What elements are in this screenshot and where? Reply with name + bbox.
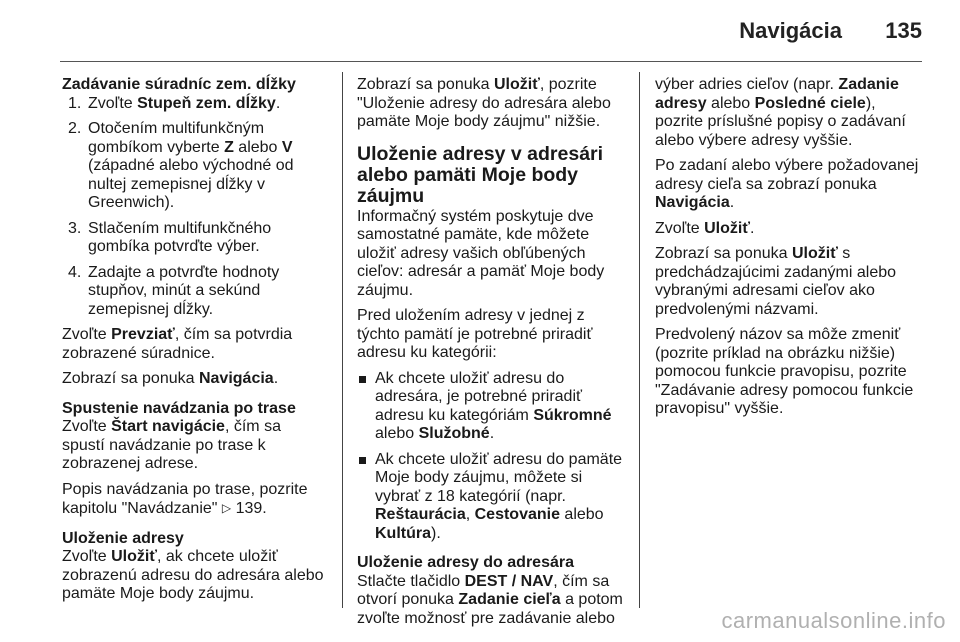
page-number: 135 <box>885 18 922 43</box>
paragraph: Pred uložením adresy v jednej z týchto pamätí je potrebné priradiť adresu ku kategórii: <box>357 307 593 361</box>
bullet-icon <box>359 457 366 464</box>
section-heading-memory: Uloženie adresy v adresári alebo pamäti Moje body záujmu <box>357 142 604 207</box>
page-title: Navigácia <box>739 18 842 43</box>
column-1 <box>62 76 328 611</box>
section-heading-save-address: Uloženie adresy <box>62 529 184 547</box>
page-header <box>0 0 960 60</box>
list-item: 1. Zvoľte Stupeň zem. dĺžky. <box>68 94 281 112</box>
column-divider-2 <box>639 72 640 608</box>
list-item: Ak chcete uložiť adresu do adresára, je potrebné priradiť adresu ku kategóriám Súkromné alebo Služobné. <box>357 370 625 444</box>
paragraph: Zvoľte Štart navigácie, čím sa spustí navádzanie po trase k zobrazenej adrese. <box>62 418 281 472</box>
list-item: Ak chcete uložiť adresu do pamäte Moje body záujmu, môžete si vybrať z 18 kategórií (napr. Reštaurácia, Cestovanie alebo Kultúra). <box>357 451 625 544</box>
paragraph: Zobrazí sa ponuka Navigácia. <box>62 370 279 387</box>
paragraph: Informačný systém poskytuje dve samostatné pamäte, kde môžete uložiť adresy vašich obľúbených cieľov: adresár a pamäť Moje body záujmu. <box>357 207 605 299</box>
section-heading-longitude: Zadávanie súradníc zem. dĺžky <box>62 76 296 93</box>
paragraph: Zvoľte Uložiť, ak chcete uložiť zobrazenú adresu do adresára alebo pamäte Moje body záujmu. <box>62 548 324 602</box>
paragraph: Zobrazí sa ponuka Uložiť s predchádzajúcimi zadanými alebo vybranými adresami cieľov ako predvolenými názvami. <box>655 245 897 318</box>
paragraph: Zvoľte Uložiť. <box>655 219 755 237</box>
paragraph: výber adries cieľov (napr. Zadanie adresy alebo Posledné ciele), pozrite príslušné popisy o zadávaní alebo výbere adresy vyššie. <box>655 76 906 149</box>
page-reference-arrow-icon: ▷ <box>221 501 232 515</box>
column-3 <box>655 76 925 426</box>
paragraph: Po zadaní alebo výbere požadovanej adresy cieľa sa zobrazí ponuka Navigácia. <box>655 157 919 211</box>
header-divider <box>60 61 922 62</box>
list-item: 3. Stlačením multifunkčného gombíka potvrďte výber. <box>68 219 272 255</box>
list-item: 4. Zadajte a potvrďte hodnoty stupňov, minút a sekúnd zemepisnej dĺžky. <box>68 263 280 318</box>
column-divider-1 <box>342 72 343 608</box>
bullet-list <box>357 370 625 544</box>
section-heading-route: Spustenie navádzania po trase <box>62 399 296 417</box>
paragraph: Zobrazí sa ponuka Uložiť, pozrite "Uloženie adresy do adresára alebo pamäte Moje body záujmu" nižšie. <box>357 76 611 130</box>
watermark: carmanualsonline.info <box>721 608 946 633</box>
steps-list <box>62 95 328 320</box>
section-heading-address-book: Uloženie adresy do adresára <box>357 554 574 571</box>
column-2 <box>357 76 625 635</box>
bullet-icon <box>359 376 366 383</box>
paragraph: Zvoľte Prevziať, čím sa potvrdia zobrazené súradnice. <box>62 326 293 362</box>
paragraph: Stlačte tlačidlo DEST / NAV, čím sa otvorí ponuka Zadanie cieľa a potom zvoľte možnosť pre zadávanie alebo <box>357 572 623 627</box>
list-item: 2. Otočením multifunkčným gombíkom vyberte Z alebo V (západné alebo východné od nultej zemepisnej dĺžky v Greenwich). <box>68 120 294 211</box>
paragraph: Predvolený názov sa môže zmeniť (pozrite príklad na obrázku nižšie) pomocou funkcie pravopisu, pozrite "Zadávanie adresy pomocou funkcie pravopisu" vyššie. <box>655 326 914 417</box>
paragraph: Popis navádzania po trase, pozrite kapitolu "Navádzanie" ▷ 139. <box>62 480 308 517</box>
